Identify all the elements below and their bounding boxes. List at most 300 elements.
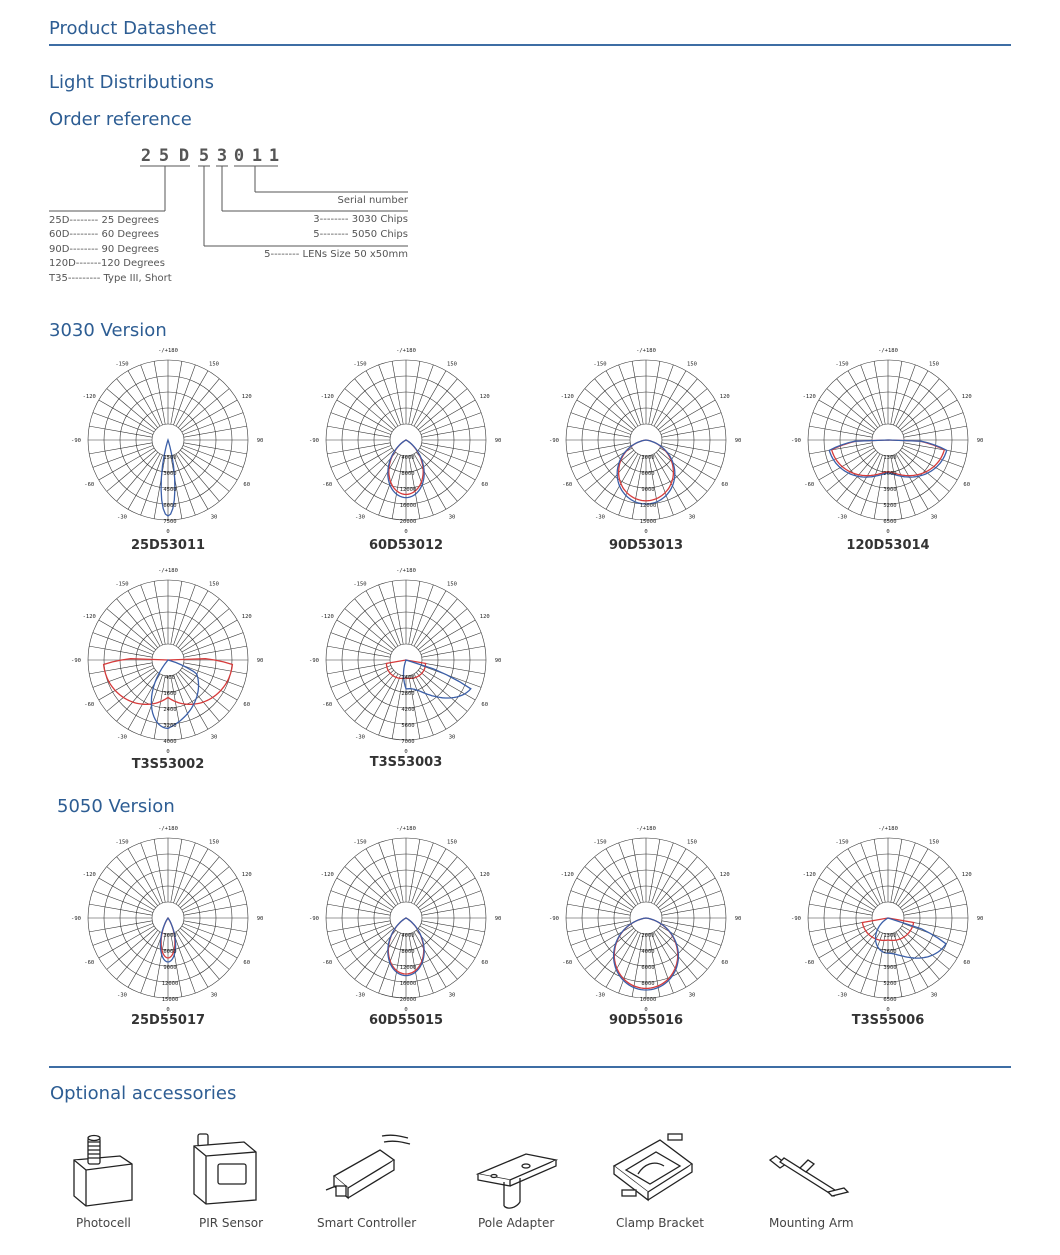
header-divider — [49, 44, 1011, 46]
polar-radial-tick: 3000 — [163, 933, 177, 939]
accessory-pole-adapter — [470, 1130, 560, 1219]
polar-spoke — [904, 443, 967, 454]
polar-spoke — [421, 633, 481, 655]
polar-spoke — [409, 581, 420, 644]
polar-spoke — [93, 665, 153, 687]
polar-angle-label: -60 — [804, 960, 815, 966]
code-char: 5 — [158, 146, 170, 166]
polar-spoke — [421, 923, 481, 945]
polar-radial-tick: 4000 — [401, 933, 415, 939]
polar-label: 60D55015 — [368, 1013, 444, 1028]
polar-angle-label: -90 — [309, 658, 319, 664]
polar-radial-tick: 7500 — [163, 519, 177, 525]
polar-svg — [68, 560, 268, 760]
accessory-mounting-arm — [764, 1130, 854, 1219]
polar-spoke — [649, 839, 660, 902]
polar-radial-tick: 1300 — [883, 933, 897, 939]
polar-svg — [546, 818, 746, 1018]
polar-spoke — [632, 839, 643, 902]
polar-spoke — [661, 413, 721, 435]
polar-radial-tick: 2600 — [883, 949, 897, 955]
polar-label: 25D55017 — [130, 1013, 206, 1028]
clamp-bracket-icon — [608, 1130, 698, 1215]
polar-angle-label: 90 — [494, 438, 502, 444]
polar-spoke — [422, 443, 485, 454]
polar-angle-label: 0 — [886, 529, 890, 535]
polar-angle-label: -30 — [117, 734, 127, 741]
polar-angle-label: -/+180 — [396, 348, 416, 354]
polar-angle-label: -150 — [115, 839, 129, 846]
section-title-3030-version: 3030 Version — [49, 320, 167, 341]
polar-spoke — [173, 585, 195, 645]
code-char: 5 — [198, 146, 210, 166]
polar-radial-tick: 5200 — [883, 503, 897, 509]
polar-spoke — [379, 675, 401, 735]
polar-spoke — [411, 365, 433, 425]
polar-angle-label: 0 — [166, 529, 170, 535]
polar-angle-label: -120 — [802, 394, 816, 400]
polar-spoke — [861, 455, 883, 515]
polar-radial-tick: 6000 — [641, 965, 655, 971]
polar-spoke — [421, 665, 481, 687]
polar-diagram — [306, 560, 506, 760]
polar-diagram — [546, 340, 746, 540]
polar-angle-label: -30 — [355, 514, 365, 521]
polar-label: 90D53013 — [608, 538, 684, 553]
polar-angle-label: -120 — [320, 394, 334, 400]
polar-angle-label: 60 — [721, 482, 729, 488]
polar-radial-tick: 5600 — [401, 723, 415, 729]
polar-spoke — [89, 443, 152, 454]
polar-spoke — [327, 663, 390, 674]
polar-radial-tick: 6000 — [163, 949, 177, 955]
polar-angle-label: -150 — [353, 581, 367, 588]
polar-angle-label: 150 — [929, 361, 939, 368]
polar-spoke — [154, 581, 165, 644]
accessory-photocell — [60, 1130, 150, 1219]
polar-spoke — [861, 843, 883, 903]
photocell-icon — [60, 1130, 150, 1215]
polar-radial-tick: 8000 — [641, 981, 655, 987]
polar-spoke — [567, 443, 630, 454]
polar-radial-tick: 3200 — [163, 723, 177, 729]
accessory-label: Smart Controller — [317, 1216, 417, 1230]
accessory-label: Pole Adapter — [478, 1216, 555, 1230]
polar-angle-label: -90 — [309, 916, 319, 922]
polar-radial-tick: 1300 — [883, 455, 897, 461]
polar-angle-label: 90 — [494, 658, 502, 664]
angle-option: 60D-------- 60 Degrees — [49, 229, 159, 240]
section-title-order-reference: Order reference — [49, 109, 192, 130]
polar-spoke — [331, 445, 391, 467]
polar-radial-tick: 3000 — [163, 471, 177, 477]
polar-angle-label: -90 — [549, 438, 559, 444]
section-title-accessories: Optional accessories — [50, 1083, 237, 1104]
polar-angle-label: -90 — [791, 438, 801, 444]
polar-svg — [68, 818, 268, 1018]
polar-radial-tick: 12000 — [639, 503, 657, 509]
polar-radial-tick: 1400 — [401, 675, 415, 681]
accessory-pir-sensor — [186, 1130, 276, 1219]
polar-spoke — [422, 646, 485, 657]
polar-radial-tick: 4200 — [401, 707, 415, 713]
polar-angle-label: 60 — [481, 960, 489, 966]
polar-label: 60D53012 — [368, 538, 444, 553]
polar-spoke — [651, 365, 673, 425]
polar-radial-tick: 8000 — [401, 949, 415, 955]
polar-angle-label: -60 — [562, 960, 573, 966]
polar-spoke — [661, 923, 721, 945]
polar-spoke — [331, 891, 391, 913]
polar-spoke — [619, 843, 641, 903]
polar-spoke — [89, 663, 152, 674]
polar-angle-label: 30 — [448, 514, 456, 521]
polar-radial-tick: 16000 — [399, 503, 417, 509]
polar-spoke — [893, 843, 915, 903]
polar-spoke — [861, 365, 883, 425]
polar-angle-label: -90 — [71, 658, 81, 664]
polar-spoke — [567, 426, 630, 437]
polar-spoke — [411, 675, 433, 735]
polar-spoke — [141, 365, 163, 425]
polar-angle-label: 0 — [166, 749, 170, 755]
polar-angle-label: 60 — [481, 702, 489, 708]
polar-spoke — [421, 445, 481, 467]
polar-angle-label: 90 — [734, 438, 742, 444]
polar-angle-label: 30 — [688, 992, 696, 999]
polar-angle-label: -60 — [804, 482, 815, 488]
polar-spoke — [649, 361, 660, 424]
polar-angle-label: -150 — [115, 361, 129, 368]
polar-angle-label: -90 — [71, 438, 81, 444]
polar-spoke — [173, 843, 195, 903]
polar-angle-label: -120 — [560, 872, 574, 878]
polar-radial-tick: 4000 — [401, 455, 415, 461]
polar-angle-label: -/+180 — [636, 826, 656, 832]
polar-label: 90D55016 — [608, 1013, 684, 1028]
accessory-label: PIR Sensor — [199, 1216, 264, 1230]
polar-radial-tick: 5200 — [883, 981, 897, 987]
polar-angle-label: -30 — [117, 992, 127, 999]
polar-spoke — [651, 843, 673, 903]
polar-spoke — [327, 921, 390, 932]
polar-spoke — [874, 361, 885, 424]
polar-spoke — [89, 646, 152, 657]
angle-option: 90D-------- 90 Degrees — [49, 244, 159, 255]
polar-angle-label: 30 — [210, 992, 218, 999]
polar-spoke — [567, 921, 630, 932]
polar-angle-label: -120 — [82, 872, 96, 878]
polar-spoke — [154, 839, 165, 902]
polar-angle-label: -60 — [84, 482, 95, 488]
polar-radial-tick: 2000 — [641, 933, 655, 939]
polar-spoke — [379, 843, 401, 903]
polar-spoke — [809, 443, 872, 454]
polar-radial-tick: 12000 — [161, 981, 179, 987]
section-title-5050-version: 5050 Version — [57, 796, 175, 817]
polar-svg — [306, 340, 506, 540]
polar-angle-label: 30 — [688, 514, 696, 521]
polar-spoke — [141, 933, 163, 993]
serial-number-label: Serial number — [337, 195, 408, 206]
polar-angle-label: -150 — [835, 361, 849, 368]
polar-angle-label: -30 — [837, 992, 847, 999]
polar-radial-tick: 16000 — [399, 981, 417, 987]
polar-radial-tick: 20000 — [399, 997, 417, 1003]
polar-spoke — [809, 426, 872, 437]
polar-spoke — [893, 455, 915, 515]
polar-angle-label: -60 — [322, 702, 333, 708]
polar-spoke — [327, 646, 390, 657]
polar-spoke — [874, 839, 885, 902]
polar-label: T3S55006 — [851, 1013, 925, 1028]
polar-radial-tick: 12000 — [399, 965, 417, 971]
polar-angle-label: -30 — [355, 734, 365, 741]
polar-spoke — [141, 455, 163, 515]
chip-option: 5-------- 5050 Chips — [313, 229, 408, 240]
polar-spoke — [93, 923, 153, 945]
polar-radial-tick: 2600 — [883, 471, 897, 477]
polar-angle-label: -/+180 — [158, 568, 178, 574]
polar-diagram — [546, 818, 746, 1018]
accessories-divider — [49, 1066, 1011, 1068]
polar-angle-label: -60 — [562, 482, 573, 488]
polar-angle-label: 120 — [719, 872, 730, 878]
polar-angle-label: 150 — [687, 839, 697, 846]
polar-radial-tick: 3000 — [641, 455, 655, 461]
polar-angle-label: 120 — [961, 394, 972, 400]
polar-angle-label: -90 — [549, 916, 559, 922]
lens-option: 5-------- LENs Size 50 x50mm — [264, 249, 408, 260]
polar-angle-label: -150 — [835, 839, 849, 846]
polar-spoke — [893, 365, 915, 425]
polar-angle-label: -30 — [595, 992, 605, 999]
polar-angle-label: 30 — [930, 992, 938, 999]
polar-spoke — [183, 665, 243, 687]
polar-angle-label: -150 — [353, 361, 367, 368]
polar-diagram — [788, 340, 988, 540]
polar-spoke — [89, 426, 152, 437]
polar-angle-label: -120 — [560, 394, 574, 400]
polar-radial-tick: 7000 — [401, 739, 415, 745]
polar-spoke — [184, 921, 247, 932]
polar-spoke — [331, 413, 391, 435]
polar-angle-label: -30 — [117, 514, 127, 521]
polar-label: 25D53011 — [130, 538, 206, 553]
polar-spoke — [567, 904, 630, 915]
polar-angle-label: 120 — [241, 872, 252, 878]
polar-spoke — [93, 633, 153, 655]
code-char: 1 — [251, 146, 263, 166]
accessory-label: Photocell — [76, 1216, 131, 1230]
polar-angle-label: 120 — [241, 394, 252, 400]
polar-angle-label: 90 — [976, 916, 984, 922]
polar-spoke — [409, 361, 420, 424]
polar-angle-label: 0 — [404, 749, 408, 755]
polar-radial-tick: 4000 — [641, 949, 655, 955]
polar-spoke — [662, 443, 725, 454]
polar-angle-label: 60 — [243, 702, 251, 708]
chip-option: 3-------- 3030 Chips — [313, 214, 408, 225]
polar-angle-label: 0 — [166, 1007, 170, 1013]
polar-angle-label: 60 — [721, 960, 729, 966]
accessory-clamp-bracket — [608, 1130, 698, 1219]
polar-angle-label: -150 — [353, 839, 367, 846]
polar-spoke — [903, 413, 963, 435]
polar-spoke — [183, 633, 243, 655]
polar-angle-label: 60 — [963, 482, 971, 488]
polar-angle-label: 150 — [687, 361, 697, 368]
polar-spoke — [392, 839, 403, 902]
polar-diagram — [306, 340, 506, 540]
polar-angle-label: -150 — [593, 839, 607, 846]
polar-spoke — [331, 923, 391, 945]
polar-angle-label: -30 — [355, 992, 365, 999]
polar-angle-label: -120 — [802, 872, 816, 878]
polar-svg — [306, 560, 506, 760]
polar-spoke — [813, 891, 873, 913]
pole-adapter-icon — [470, 1130, 560, 1215]
polar-angle-label: 60 — [963, 960, 971, 966]
polar-spoke — [184, 663, 247, 674]
polar-spoke — [184, 646, 247, 657]
polar-angle-label: 120 — [241, 614, 252, 620]
polar-spoke — [421, 413, 481, 435]
polar-angle-label: 150 — [209, 839, 219, 846]
polar-radial-tick: 15000 — [161, 997, 179, 1003]
polar-diagram — [68, 818, 268, 1018]
polar-angle-label: 30 — [210, 734, 218, 741]
polar-spoke — [183, 413, 243, 435]
polar-radial-tick: 15000 — [639, 519, 657, 525]
polar-radial-tick: 1600 — [163, 691, 177, 697]
polar-spoke — [173, 365, 195, 425]
polar-spoke — [661, 891, 721, 913]
polar-spoke — [171, 361, 182, 424]
polar-radial-tick: 9000 — [641, 487, 655, 493]
polar-svg — [788, 818, 988, 1018]
angle-option: 120D-------120 Degrees — [49, 258, 165, 269]
polar-angle-label: 30 — [930, 514, 938, 521]
polar-angle-label: 150 — [209, 581, 219, 588]
polar-angle-label: 60 — [243, 960, 251, 966]
polar-spoke — [571, 413, 631, 435]
polar-angle-label: -/+180 — [878, 826, 898, 832]
polar-diagram — [68, 340, 268, 540]
polar-angle-label: 0 — [404, 1007, 408, 1013]
polar-angle-label: -150 — [593, 361, 607, 368]
polar-spoke — [173, 675, 195, 735]
pir-sensor-icon — [186, 1130, 276, 1215]
polar-spoke — [904, 426, 967, 437]
polar-spoke — [327, 904, 390, 915]
polar-angle-label: 90 — [256, 438, 264, 444]
polar-diagram — [788, 818, 988, 1018]
polar-svg — [68, 340, 268, 540]
polar-spoke — [813, 413, 873, 435]
polar-spoke — [141, 585, 163, 645]
polar-radial-tick: 2800 — [401, 691, 415, 697]
polar-angle-label: -90 — [71, 916, 81, 922]
polar-angle-label: 0 — [644, 1007, 648, 1013]
polar-angle-label: 0 — [886, 1007, 890, 1013]
polar-angle-label: 90 — [256, 658, 264, 664]
polar-spoke — [619, 365, 641, 425]
polar-angle-label: 30 — [448, 734, 456, 741]
polar-angle-label: 90 — [976, 438, 984, 444]
polar-svg — [546, 340, 746, 540]
polar-angle-label: 150 — [209, 361, 219, 368]
code-char: D — [178, 146, 190, 166]
polar-label: T3S53003 — [369, 755, 443, 770]
polar-radial-tick: 4500 — [163, 487, 177, 493]
polar-radial-tick: 2400 — [163, 707, 177, 713]
polar-svg — [306, 818, 506, 1018]
polar-angle-label: -120 — [320, 614, 334, 620]
polar-spoke — [904, 904, 967, 915]
polar-spoke — [813, 445, 873, 467]
polar-diagram — [68, 560, 268, 760]
polar-svg — [788, 340, 988, 540]
polar-angle-label: -60 — [84, 702, 95, 708]
code-char: 3 — [216, 146, 228, 166]
polar-radial-tick: 20000 — [399, 519, 417, 525]
polar-angle-label: 150 — [447, 839, 457, 846]
polar-angle-label: -30 — [837, 514, 847, 521]
polar-spoke — [184, 443, 247, 454]
accessory-smart-controller — [322, 1130, 412, 1219]
polar-angle-label: 60 — [481, 482, 489, 488]
polar-angle-label: 120 — [479, 394, 490, 400]
polar-spoke — [662, 426, 725, 437]
polar-radial-tick: 4000 — [163, 739, 177, 745]
polar-angle-label: 150 — [929, 839, 939, 846]
polar-diagram — [306, 818, 506, 1018]
polar-spoke — [183, 923, 243, 945]
polar-spoke — [409, 839, 420, 902]
polar-radial-tick: 400 — [165, 675, 175, 681]
page-title: Product Datasheet — [49, 18, 217, 39]
polar-angle-label: -120 — [320, 872, 334, 878]
polar-angle-label: 90 — [256, 916, 264, 922]
polar-angle-label: 90 — [734, 916, 742, 922]
polar-spoke — [421, 891, 481, 913]
polar-radial-tick: 3900 — [883, 965, 897, 971]
polar-radial-tick: 6500 — [883, 519, 897, 525]
polar-angle-label: -90 — [309, 438, 319, 444]
polar-spoke — [903, 445, 963, 467]
polar-radial-tick: 6000 — [163, 503, 177, 509]
polar-angle-label: 30 — [210, 514, 218, 521]
polar-radial-tick: 9000 — [163, 965, 177, 971]
accessory-label: Mounting Arm — [769, 1216, 854, 1230]
polar-angle-label: -/+180 — [158, 826, 178, 832]
polar-radial-tick: 6500 — [883, 997, 897, 1003]
polar-spoke — [632, 361, 643, 424]
polar-radial-tick: 12000 — [399, 487, 417, 493]
polar-spoke — [173, 455, 195, 515]
polar-radial-tick: 6000 — [641, 471, 655, 477]
polar-angle-label: 120 — [719, 394, 730, 400]
polar-spoke — [331, 665, 391, 687]
polar-spoke — [154, 361, 165, 424]
polar-spoke — [183, 891, 243, 913]
polar-angle-label: 120 — [961, 872, 972, 878]
polar-angle-label: -/+180 — [396, 568, 416, 574]
polar-angle-label: 30 — [448, 992, 456, 999]
polar-radial-tick: 8000 — [401, 471, 415, 477]
polar-spoke — [891, 839, 902, 902]
